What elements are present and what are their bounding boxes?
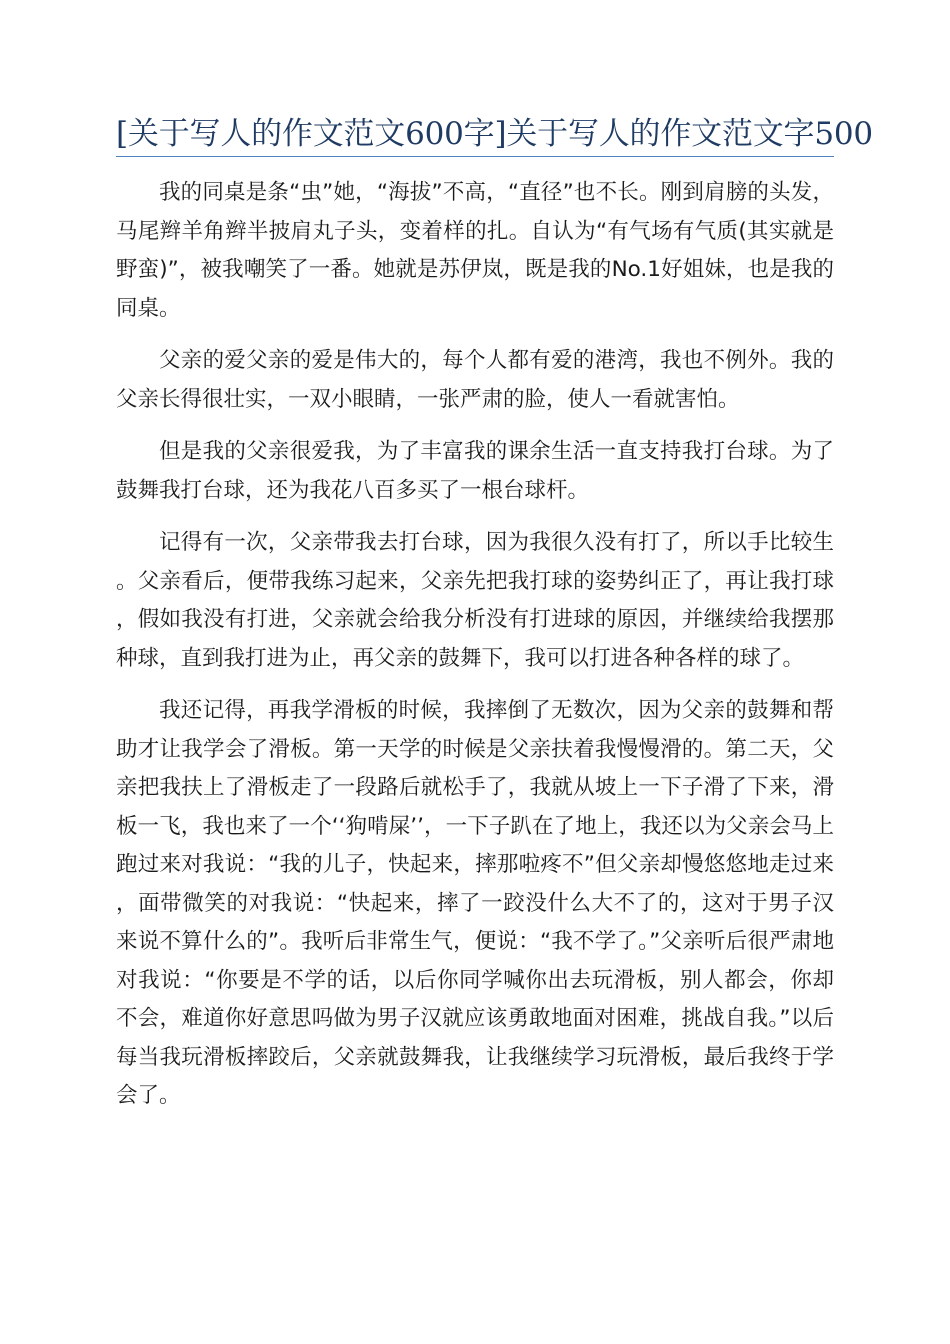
title-underline: [116, 156, 834, 157]
paragraph-4: 记得有一次，父亲带我去打台球，因为我很久没有打了，所以手比较生。父亲看后，便带我练习起来，父亲先把我打球的姿势纠正了，再让我打球，假如我没有打进，父亲就会给我分析没有打进球的原因，并继续给我摆那种球，直到我打进为止，再父亲的鼓舞下，我可以打进各种各样的球了。: [116, 530, 834, 671]
paragraph-2: 父亲的爱父亲的爱是伟大的，每个人都有爱的港湾，我也不例外。我的父亲长得很壮实，一双小眼睛，一张严肃的脸，使人一看就害怕。: [116, 348, 834, 412]
paragraph-3: 但是我的父亲很爱我，为了丰富我的课余生活一直支持我打台球。为了鼓舞我打台球，还为我花八百多买了一根台球杆。: [116, 439, 834, 503]
document-title: [关于写人的作文范文600字]关于写人的作文范文字500: [116, 116, 873, 152]
paragraph-5: 我还记得，再我学滑板的时候，我摔倒了无数次，因为父亲的鼓舞和帮助才让我学会了滑板。第一天学的时候是父亲扶着我慢慢滑的。第二天，父亲把我扶上了滑板走了一段路后就松手了，我就从坡上一下子滑了下来，滑板一飞，我也来了一个‘‘狗啃屎’’，一下子趴在了地上，我还以为父亲会马上跑过来对我说：“我的儿子，快起来，摔那啦疼不”但父亲却慢悠悠地走过来，面带微笑的对我说：“快起来，摔了一跤没什么大不了的，这对于男子汉来说不算什么的”。我听后非常生气，便说：“我不学了。”父亲听后很严肃地对我说：“你要是不学的话，以后你同学喊你出去玩滑板，别人都会，你却不会，难道你好意思吗做为男子汉就应该勇敢地面对困难，挑战自我。”以后每当我玩滑板摔跤后，父亲就鼓舞我，让我继续学习玩滑板，最后我终于学会了。: [116, 698, 834, 1108]
paragraph-1: 我的同桌是条“虫”她，“海拔”不高，“直径”也不长。刚到肩膀的头发，马尾辫羊角辫半披肩丸子头，变着样的扎。自认为“有气场有气质(其实就是野蛮)”，被我嘲笑了一番。她就是苏伊岚，既是我的No.1好姐妹，也是我的同桌。: [116, 180, 834, 321]
document-body: [116, 174, 834, 1130]
